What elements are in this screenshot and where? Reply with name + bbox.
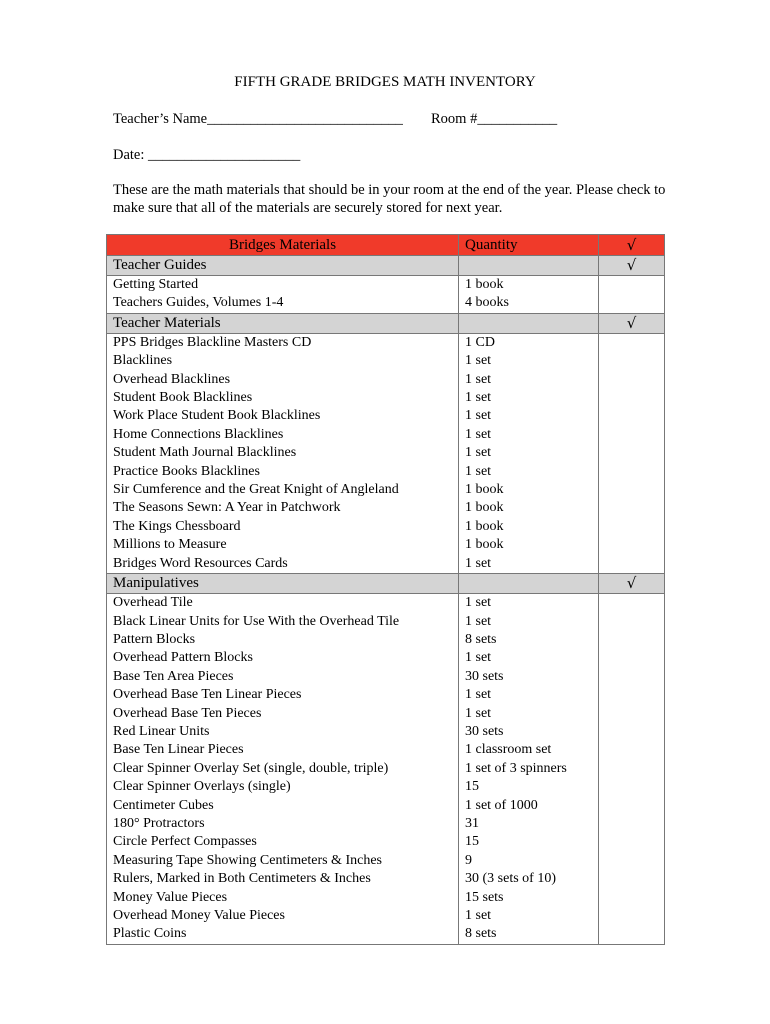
item-quantity: 1 set xyxy=(459,907,599,925)
item-quantity: 30 sets xyxy=(459,668,599,686)
section-name: Teacher Materials xyxy=(107,313,459,333)
table-row xyxy=(107,407,665,425)
item-name: Overhead Pattern Blocks xyxy=(107,649,459,667)
item-check-cell[interactable] xyxy=(599,649,665,667)
item-quantity: 1 set xyxy=(459,649,599,667)
table-row xyxy=(107,631,665,649)
table-row xyxy=(107,741,665,759)
header-check-icon: √ xyxy=(599,235,665,256)
inventory-table xyxy=(106,234,665,945)
item-name: Money Value Pieces xyxy=(107,889,459,907)
table-row xyxy=(107,907,665,925)
table-row xyxy=(107,668,665,686)
item-quantity: 1 set xyxy=(459,555,599,574)
table-row xyxy=(107,833,665,851)
item-quantity: 9 xyxy=(459,852,599,870)
item-check-cell[interactable] xyxy=(599,907,665,925)
date-field[interactable]: Date: _____________________ xyxy=(113,147,301,163)
item-check-cell[interactable] xyxy=(599,536,665,554)
table-row xyxy=(107,426,665,444)
item-name: Overhead Blacklines xyxy=(107,371,459,389)
item-check-cell[interactable] xyxy=(599,555,665,574)
item-check-cell[interactable] xyxy=(599,426,665,444)
section-quantity-cell xyxy=(459,574,599,594)
item-name: Black Linear Units for Use With the Overhead Tile xyxy=(107,613,459,631)
item-name: Base Ten Linear Pieces xyxy=(107,741,459,759)
item-check-cell[interactable] xyxy=(599,760,665,778)
item-quantity: 1 book xyxy=(459,481,599,499)
teacher-name-field[interactable]: Teacher’s Name___________________________ xyxy=(113,111,403,127)
item-name: Teachers Guides, Volumes 1-4 xyxy=(107,294,459,313)
item-name: Clear Spinner Overlays (single) xyxy=(107,778,459,796)
item-check-cell[interactable] xyxy=(599,833,665,851)
table-row xyxy=(107,594,665,613)
item-check-cell[interactable] xyxy=(599,352,665,370)
table-row xyxy=(107,889,665,907)
item-check-cell[interactable] xyxy=(599,889,665,907)
item-name: Work Place Student Book Blacklines xyxy=(107,407,459,425)
item-quantity: 1 set xyxy=(459,594,599,613)
item-name: Student Book Blacklines xyxy=(107,389,459,407)
item-check-cell[interactable] xyxy=(599,705,665,723)
item-quantity: 8 sets xyxy=(459,925,599,944)
item-quantity: 8 sets xyxy=(459,631,599,649)
item-quantity: 1 set xyxy=(459,613,599,631)
table-row xyxy=(107,518,665,536)
item-check-cell[interactable] xyxy=(599,594,665,613)
item-name: Red Linear Units xyxy=(107,723,459,741)
table-row xyxy=(107,276,665,295)
item-check-cell[interactable] xyxy=(599,778,665,796)
item-check-cell[interactable] xyxy=(599,852,665,870)
item-name: Student Math Journal Blacklines xyxy=(107,444,459,462)
item-quantity: 15 xyxy=(459,778,599,796)
table-row xyxy=(107,778,665,796)
item-quantity: 1 book xyxy=(459,499,599,517)
item-quantity: 1 set xyxy=(459,352,599,370)
item-check-cell[interactable] xyxy=(599,371,665,389)
item-name: Getting Started xyxy=(107,276,459,295)
table-row xyxy=(107,352,665,370)
table-row xyxy=(107,536,665,554)
item-check-cell[interactable] xyxy=(599,463,665,481)
table-row xyxy=(107,723,665,741)
item-quantity: 1 CD xyxy=(459,333,599,352)
table-row xyxy=(107,925,665,944)
item-name: Millions to Measure xyxy=(107,536,459,554)
item-quantity: 1 set xyxy=(459,444,599,462)
item-name: The Kings Chessboard xyxy=(107,518,459,536)
item-quantity: 1 set xyxy=(459,389,599,407)
item-name: Blacklines xyxy=(107,352,459,370)
table-row xyxy=(107,371,665,389)
section-name: Teacher Guides xyxy=(107,256,459,276)
table-row xyxy=(107,463,665,481)
item-name: Base Ten Area Pieces xyxy=(107,668,459,686)
item-quantity: 31 xyxy=(459,815,599,833)
item-name: Pattern Blocks xyxy=(107,631,459,649)
table-row xyxy=(107,870,665,888)
section-quantity-cell xyxy=(459,256,599,276)
item-name: The Seasons Sewn: A Year in Patchwork xyxy=(107,499,459,517)
item-name: Centimeter Cubes xyxy=(107,797,459,815)
item-quantity: 15 xyxy=(459,833,599,851)
table-row xyxy=(107,705,665,723)
item-name: Overhead Money Value Pieces xyxy=(107,907,459,925)
item-quantity: 4 books xyxy=(459,294,599,313)
item-quantity: 1 book xyxy=(459,276,599,295)
page-title: FIFTH GRADE BRIDGES MATH INVENTORY xyxy=(234,74,536,90)
item-name: Clear Spinner Overlay Set (single, double, triple) xyxy=(107,760,459,778)
section-check-icon[interactable]: √ xyxy=(599,313,665,333)
item-quantity: 1 set of 1000 xyxy=(459,797,599,815)
section-check-icon[interactable]: √ xyxy=(599,574,665,594)
item-check-cell[interactable] xyxy=(599,294,665,313)
section-name: Manipulatives xyxy=(107,574,459,594)
item-check-cell[interactable] xyxy=(599,499,665,517)
item-check-cell[interactable] xyxy=(599,668,665,686)
item-quantity: 1 classroom set xyxy=(459,741,599,759)
table-row xyxy=(107,499,665,517)
item-check-cell[interactable] xyxy=(599,407,665,425)
item-check-cell[interactable] xyxy=(599,631,665,649)
table-row xyxy=(107,649,665,667)
item-check-cell[interactable] xyxy=(599,870,665,888)
section-row xyxy=(107,313,665,333)
table-row xyxy=(107,555,665,574)
item-check-cell[interactable] xyxy=(599,686,665,704)
table-row xyxy=(107,760,665,778)
item-name: Sir Cumference and the Great Knight of Angleland xyxy=(107,481,459,499)
section-row xyxy=(107,256,665,276)
item-quantity: 1 set xyxy=(459,686,599,704)
item-quantity: 1 set xyxy=(459,463,599,481)
item-name: Circle Perfect Compasses xyxy=(107,833,459,851)
table-row xyxy=(107,815,665,833)
table-row xyxy=(107,686,665,704)
table-row xyxy=(107,333,665,352)
item-quantity: 1 book xyxy=(459,518,599,536)
item-check-cell[interactable] xyxy=(599,276,665,295)
item-quantity: 1 set xyxy=(459,426,599,444)
item-check-cell[interactable] xyxy=(599,444,665,462)
table-row xyxy=(107,481,665,499)
table-row xyxy=(107,294,665,313)
item-name: Rulers, Marked in Both Centimeters & Inches xyxy=(107,870,459,888)
item-check-cell[interactable] xyxy=(599,333,665,352)
item-name: Practice Books Blacklines xyxy=(107,463,459,481)
item-check-cell[interactable] xyxy=(599,723,665,741)
table-row xyxy=(107,852,665,870)
item-quantity: 1 set xyxy=(459,371,599,389)
item-name: PPS Bridges Blackline Masters CD xyxy=(107,333,459,352)
item-quantity: 1 set xyxy=(459,705,599,723)
header-materials: Bridges Materials xyxy=(107,235,459,256)
item-check-cell[interactable] xyxy=(599,797,665,815)
item-check-cell[interactable] xyxy=(599,613,665,631)
item-check-cell[interactable] xyxy=(599,741,665,759)
table-row xyxy=(107,389,665,407)
item-quantity: 1 set of 3 spinners xyxy=(459,760,599,778)
table-row xyxy=(107,444,665,462)
room-number-field[interactable]: Room #___________ xyxy=(431,111,558,127)
item-check-cell[interactable] xyxy=(599,518,665,536)
item-name: Bridges Word Resources Cards xyxy=(107,555,459,574)
item-name: Measuring Tape Showing Centimeters & Inches xyxy=(107,852,459,870)
item-name: Overhead Tile xyxy=(107,594,459,613)
item-quantity: 30 sets xyxy=(459,723,599,741)
item-quantity: 1 book xyxy=(459,536,599,554)
table-row xyxy=(107,613,665,631)
item-name: 180° Protractors xyxy=(107,815,459,833)
header-quantity: Quantity xyxy=(459,235,599,256)
item-quantity: 30 (3 sets of 10) xyxy=(459,870,599,888)
table-header-row xyxy=(107,235,665,256)
table-row xyxy=(107,797,665,815)
instructions-text: These are the math materials that should be in your room at the end of the year. Please check to make sure that all of the materials are securely stored for next year. xyxy=(113,182,666,216)
item-name: Plastic Coins xyxy=(107,925,459,944)
item-quantity: 15 sets xyxy=(459,889,599,907)
item-name: Home Connections Blacklines xyxy=(107,426,459,444)
item-name: Overhead Base Ten Pieces xyxy=(107,705,459,723)
item-quantity: 1 set xyxy=(459,407,599,425)
section-row xyxy=(107,574,665,594)
item-check-cell[interactable] xyxy=(599,815,665,833)
item-check-cell[interactable] xyxy=(599,481,665,499)
item-check-cell[interactable] xyxy=(599,925,665,944)
item-check-cell[interactable] xyxy=(599,389,665,407)
section-check-icon[interactable]: √ xyxy=(599,256,665,276)
section-quantity-cell xyxy=(459,313,599,333)
item-name: Overhead Base Ten Linear Pieces xyxy=(107,686,459,704)
